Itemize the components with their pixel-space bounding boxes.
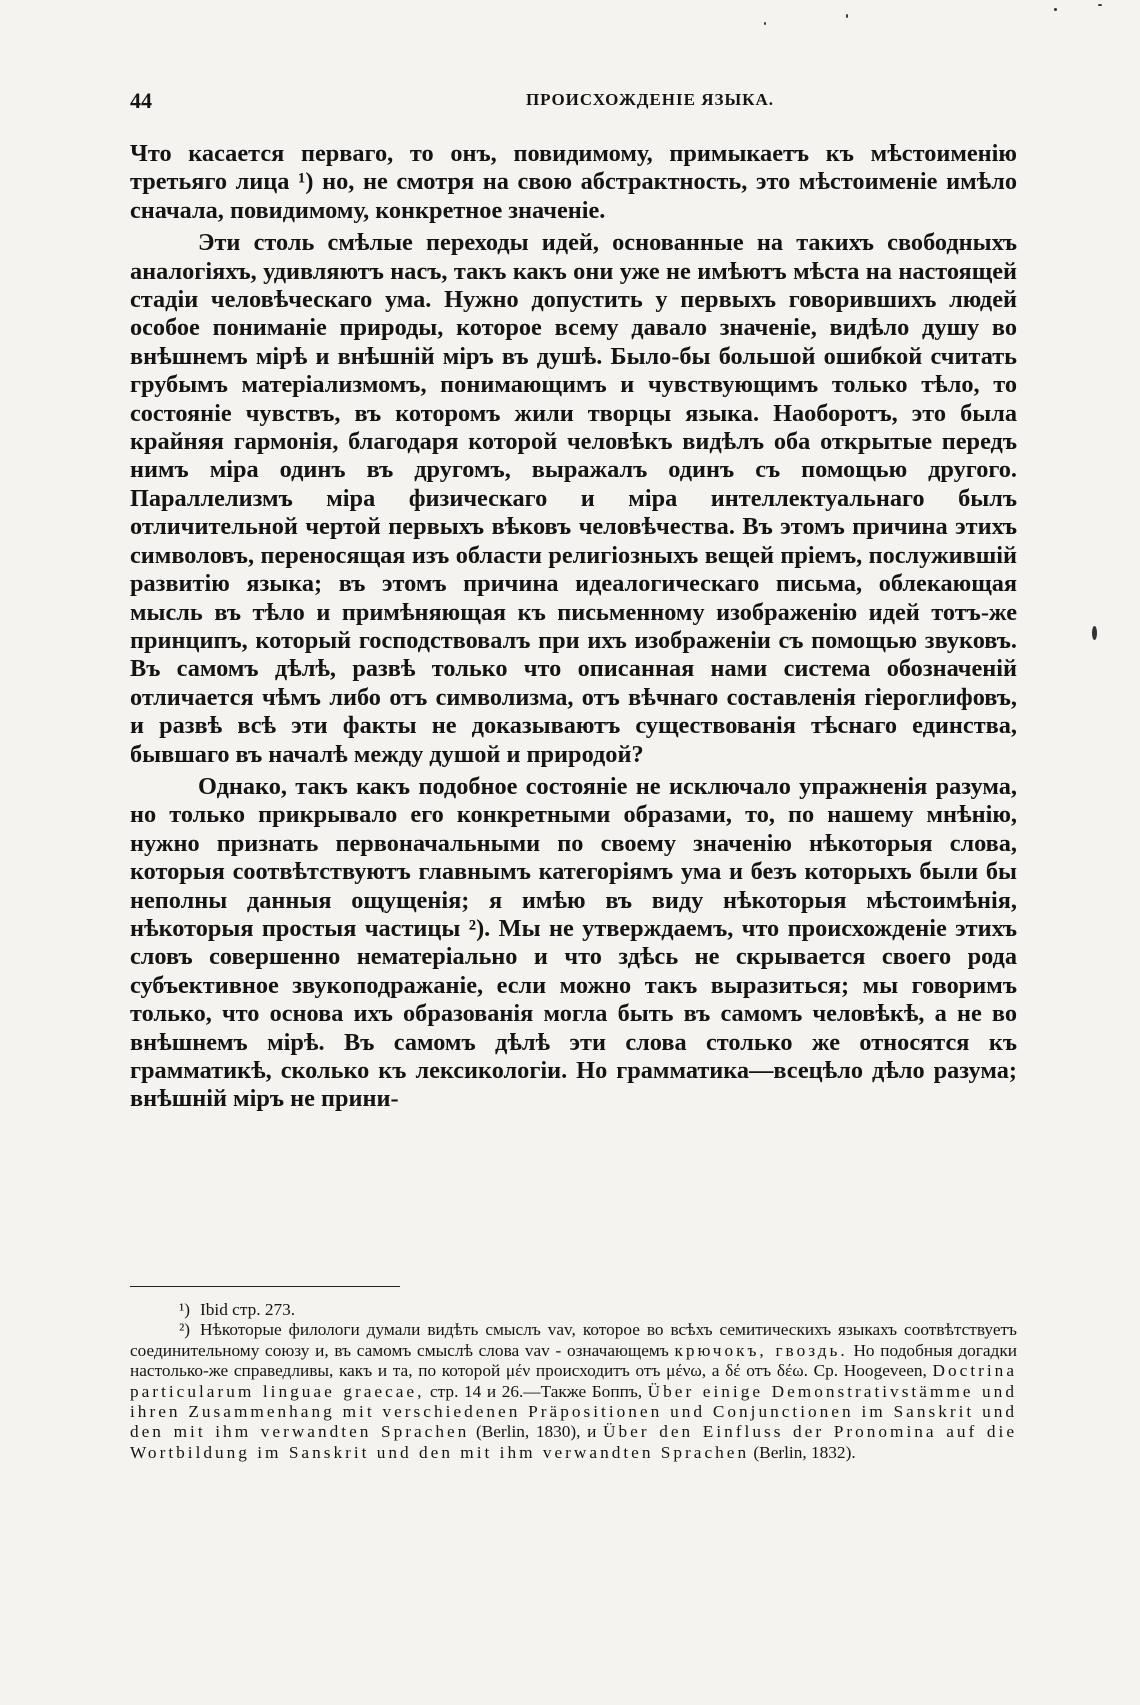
- footnote-2-text-b: Но подобныя догадки настолько-же справедливы, какъ и та, по которой μέν происходитъ отъ μένω, а δέ отъ δέω. Ср. Hoogeveen,: [130, 1340, 1017, 1381]
- footnotes: [130, 1300, 1017, 1463]
- main-text: [130, 140, 1017, 1114]
- scan-speck: [1054, 8, 1057, 11]
- footnote-1-marker: ¹): [179, 1300, 190, 1319]
- running-head: [130, 88, 1010, 118]
- scan-speck: [1092, 626, 1097, 640]
- footnote-2: [130, 1320, 1017, 1463]
- footnote-1-text: Ibid стр. 273.: [200, 1300, 296, 1319]
- footnote-2-text-d: (Berlin, 1830), и: [475, 1422, 597, 1442]
- running-title: ПРОИСХОЖДЕНІЕ ЯЗЫКА.: [525, 90, 775, 109]
- paragraph-1: Что касается перваго, то онъ, повидимому, примыкаетъ къ мѣстоименію третьяго лица ¹) но, не смотря на свою абстрактность, это мѣстоименіе имѣло сначала, повидимому, конкретное значеніе.: [130, 140, 1017, 224]
- footnote-rule: [130, 1286, 400, 1287]
- footnote-2-spaced-c: Über einige Demonstrativstämme und ihren Zusammenhang mit verschiedenen Präpositionen und Conjunctionen im Sanskrit und den mit ihm verwandten Sprachen: [130, 1381, 1017, 1442]
- footnote-2-text-e: (Berlin, 1832).: [753, 1442, 856, 1462]
- scan-speck: [764, 22, 766, 25]
- footnote-1: [130, 1300, 1017, 1320]
- paragraph-2: Эти столь смѣлые переходы идей, основанные на такихъ свободныхъ аналогіяхъ, удивляютъ насъ, такъ какъ они уже не имѣютъ мѣста на настоящей стадіи человѣческаго ума. Нужно допустить у первыхъ говорившихъ людей особое пониманіе природы, которое всему давало значеніе, видѣло душу во внѣшнемъ мірѣ и внѣшній міръ въ душѣ. Было-бы большой ошибкой считать грубымъ матеріализмомъ, понимающимъ и чувствующимъ только тѣло, то состояніе чувствъ, въ которомъ жили творцы языка. Наоборотъ, это была крайняя гармонія, благодаря которой человѣкъ видѣлъ оба открытые передъ нимъ міра одинъ въ другомъ, выражалъ одинъ съ помощью другого. Параллелизмъ міра физическаго и міра интеллектуальнаго былъ отличительной чертой первыхъ вѣковъ человѣчества. Въ этомъ причина этихъ символовъ, переносящая изъ области религіозныхъ вещей пріемъ, послужившій развитію языка; въ этомъ причина идеалогическаго письма, облекающая мысль въ тѣло и примѣняющая къ письменному изображенію идей тотъ-же принципъ, который господствовалъ при ихъ изображеніи съ помощью звуковъ. Въ самомъ дѣлѣ, развѣ только что описанная нами система обозначеній отличается чѣмъ либо отъ символизма, отъ вѣчнаго составленія гіероглифовъ, и развѣ всѣ эти факты не доказываютъ существованія тѣснаго единства, бывшаго въ началѣ между душой и природой?: [130, 229, 1017, 768]
- page-number: 44: [130, 88, 152, 113]
- footnote-2-marker: ²): [179, 1320, 190, 1340]
- footnote-2-spaced-b: Doctrina particularum linguae graecae,: [130, 1361, 1017, 1401]
- paragraph-3: Однако, такъ какъ подобное состояніе не исключало упражненія разума, но только прикрывало его конкретными образами, то, по нашему мнѣнію, нужно признать первоначальными по своему значенію нѣкоторыя слова, которыя соотвѣтствуютъ главнымъ категоріямъ ума и безъ которыхъ были бы неполны данныя ощущенія; я имѣю въ виду нѣкоторыя мѣстоимѣнія, нѣкоторыя простыя частицы ²). Мы не утверждаемъ, что происхожденіе этихъ словъ совершенно нематеріально и что здѣсь не скрывается своего рода субъективное звукоподражаніе, если можно такъ выразиться; мы говоримъ только, что основа ихъ образованія могла быть въ самомъ человѣкѣ, а не во внѣшнемъ мірѣ. Въ самомъ дѣлѣ эти слова столько же относятся къ грамматикѣ, сколько къ лексикологіи. Но грамматика—всецѣло дѣло разума; внѣшній міръ не прини-: [130, 772, 1017, 1113]
- footnote-2-text-c: стр. 14 и 26.—Также Боппъ,: [430, 1381, 643, 1401]
- scan-speck: [846, 14, 848, 18]
- footnote-2-text-a: Нѣкоторые филологи думали видѣть смыслъ vav, которое во всѣхъ семитическихъ языкахъ соотвѣтствуетъ соединительному союзу и, въ самомъ смыслѣ слова vav - означающемъ: [130, 1320, 1017, 1360]
- scan-speck: [1098, 4, 1102, 6]
- footnote-2-spaced-a: крючокъ, гвоздь.: [674, 1340, 848, 1360]
- footnote-2-spaced-d: Über den Einfluss der Pronomina auf die Wortbildung im Sanskrit und den mit ihm verwandten Sprachen: [130, 1422, 1018, 1462]
